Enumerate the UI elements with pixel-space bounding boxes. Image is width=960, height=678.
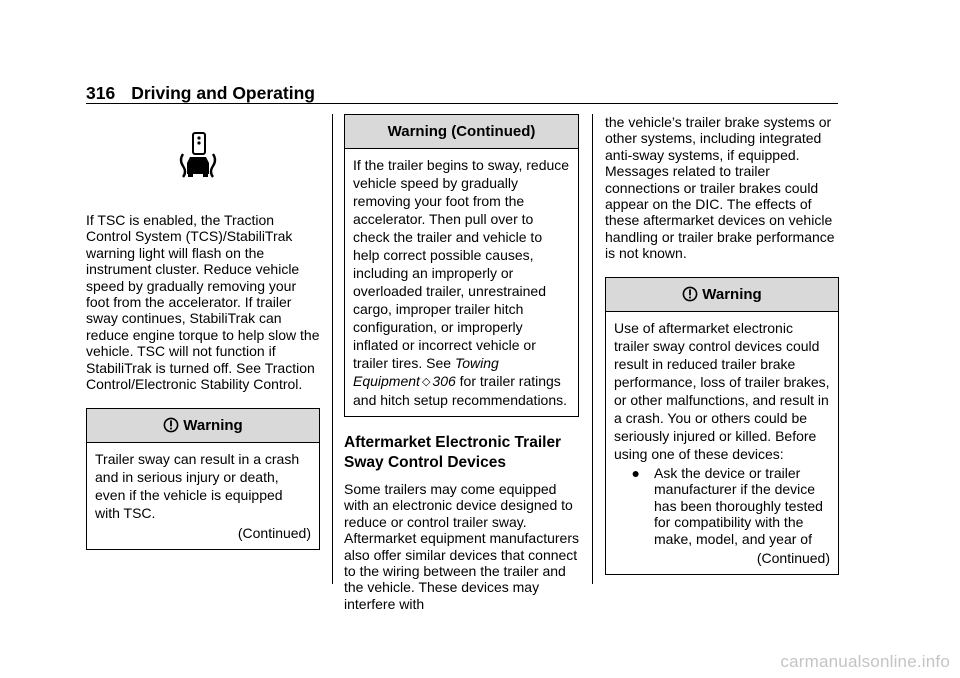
continued-label: (Continued) — [237, 525, 311, 542]
column-3 — [605, 114, 839, 575]
warning-text: Trailer sway can result in a crash and in serious injury or death, even if the vehicle is equipped with TSC. — [95, 451, 300, 522]
column-1 — [86, 114, 320, 550]
bullet-text: Ask the device or trailer manufacturer if the device has been thoroughly tested for compatibility with the make, model, and year of — [654, 464, 823, 547]
warning-header — [87, 409, 319, 443]
warning-body — [606, 312, 838, 575]
page-reference[interactable]: 306 — [432, 373, 456, 389]
page-number: 316 — [86, 83, 116, 103]
column-divider — [592, 114, 593, 584]
warning-box — [605, 277, 839, 576]
traction-control-off-icon — [178, 132, 218, 178]
continued-label: (Continued) — [756, 550, 830, 567]
watermark: carmanualsonline.info — [780, 652, 950, 671]
warning-box-continued — [344, 114, 579, 417]
section-heading: Aftermarket Electronic Trailer Sway Control Devices — [344, 434, 562, 471]
towing-equipment-link[interactable]: Towing Equipment — [353, 355, 499, 389]
bullet-icon: ● — [631, 464, 640, 481]
warning-header: Warning (Continued) — [345, 115, 578, 149]
warning-header — [606, 278, 838, 312]
column-divider — [332, 114, 333, 584]
warning-text: If the trailer begins to sway, reduce vehicle speed by gradually removing your foot from the accelerator. Then pull over to check the trailer and vehicle to help correct possible causes, including an improperly or overloaded trailer, unrestrained cargo, improper trailer hitch configuration, or improperly inflated or incorrect vehicle or trailer tires. See Towing Equipment ◇ 306 for trailer ratings and hitch setup recommendations. — [353, 157, 570, 408]
warning-icon — [163, 417, 179, 433]
section-title: Driving and Operating — [131, 83, 315, 103]
warning-body — [345, 149, 578, 416]
list-item — [614, 465, 830, 548]
warning-text: Use of aftermarket electronic trailer sway control devices could result in reduced trailer brake performance, loss of trailer brakes, or other malfunctions, and result in a crash. You or others could be seriously injured or killed. Before using one of these devices: — [614, 319, 830, 462]
tsc-paragraph: If TSC is enabled, the Traction Control System (TCS)/StabiliTrak warning light will flash on the instrument cluster. Reduce vehicle speed by gradually removing your foot from the accelerator. If trailer sway continues, StabiliTrak can reduce engine torque to help slow the vehicle. TSC will not function if StabiliTrak is turned off. See Traction Control/Electronic Stability Control. — [86, 212, 320, 393]
warning-box — [86, 408, 320, 550]
aftermarket-paragraph: Some trailers may come equipped with an electronic device designed to reduce or control trailer sway. Aftermarket equipment manufacturers also offer similar devices that connect to the wiring between the trailer and the vehicle. These devices may interfere with — [344, 481, 579, 612]
header-rule — [86, 103, 838, 104]
continued-paragraph: the vehicle’s trailer brake systems or other systems, including integrated anti-sway systems, if equipped. Messages related to trailer connections or trailer brakes could appear on the DIC. The effects of these aftermarket devices on vehicle handling or trailer brake performance is not known. — [605, 114, 835, 262]
warning-body — [87, 443, 319, 549]
warning-title: Warning — [183, 417, 243, 435]
column-2 — [344, 114, 579, 612]
warning-title: Warning — [702, 285, 762, 303]
warning-icon — [682, 286, 698, 302]
page-reference-icon: ◇ — [421, 376, 431, 388]
page-header — [86, 82, 315, 104]
